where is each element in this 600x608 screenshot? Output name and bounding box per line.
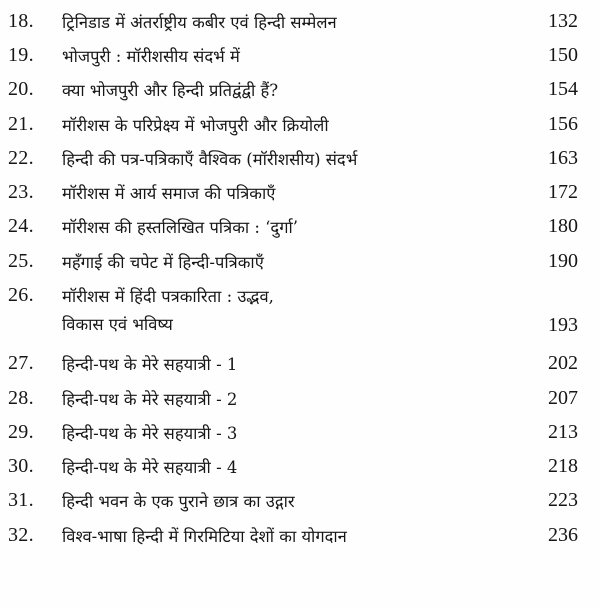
entry-title: भोजपुरी : मॉरीशसीय संदर्भ में xyxy=(62,47,240,66)
toc-entry xyxy=(0,109,600,141)
entry-number: 21. xyxy=(8,113,34,135)
entry-page-number: 172 xyxy=(548,181,578,203)
toc-entry xyxy=(0,74,600,106)
toc-entry xyxy=(0,520,600,552)
entry-number: 23. xyxy=(8,181,34,203)
entry-title: हिन्दी भवन के एक पुराने छात्र का उद्गार xyxy=(62,492,295,511)
entry-number: 32. xyxy=(8,524,34,546)
toc-entry xyxy=(0,383,600,415)
toc-entry xyxy=(0,143,600,175)
entry-number: 22. xyxy=(8,147,34,169)
entry-title: मॉरीशस में हिंदी पत्रकारिता : उद्भव, xyxy=(62,287,274,306)
entry-page-number: 150 xyxy=(548,44,578,66)
entry-title: हिन्दी-पथ के मेरे सहयात्री - 3 xyxy=(62,424,238,443)
entry-page-number: 236 xyxy=(548,524,578,546)
entry-title: ट्रिनिडाड में अंतर्राष्ट्रीय कबीर एवं हिन्दी सम्मेलन xyxy=(62,13,337,32)
entry-page-number: 154 xyxy=(548,78,578,100)
entry-number: 29. xyxy=(8,421,34,443)
entry-page-number: 207 xyxy=(548,387,578,409)
entry-title: मॉरीशस में आर्य समाज की पत्रिकाएँ xyxy=(62,184,276,203)
entry-title: हिन्दी-पथ के मेरे सहयात्री - 2 xyxy=(62,390,238,409)
entry-number: 26. xyxy=(8,284,34,306)
entry-title: हिन्दी की पत्र-पत्रिकाएँ वैश्विक (मॉरीशसीय) संदर्भ xyxy=(62,150,358,169)
entry-title: महँगाई की चपेट में हिन्दी-पत्रिकाएँ xyxy=(62,253,264,272)
entry-title: क्या भोजपुरी और हिन्दी प्रतिद्वंद्वी हैं? xyxy=(62,81,279,100)
entry-page-number: 218 xyxy=(548,455,578,477)
toc-entry xyxy=(0,211,600,243)
toc-entry xyxy=(0,40,600,72)
toc-entry xyxy=(0,485,600,517)
entry-page-number: 202 xyxy=(548,352,578,374)
entry-page-number: 190 xyxy=(548,250,578,272)
entry-number: 31. xyxy=(8,489,34,511)
toc-entry xyxy=(0,6,600,38)
toc-entry xyxy=(0,348,600,380)
entry-number: 20. xyxy=(8,78,34,100)
entry-title: हिन्दी-पथ के मेरे सहयात्री - 4 xyxy=(62,458,238,477)
entry-number: 25. xyxy=(8,250,34,272)
entry-number: 30. xyxy=(8,455,34,477)
entry-number: 18. xyxy=(8,10,34,32)
toc-entry xyxy=(0,280,600,344)
entry-page-number: 180 xyxy=(548,215,578,237)
entry-page-number: 213 xyxy=(548,421,578,443)
entry-page-number: 163 xyxy=(548,147,578,169)
entry-title: मॉरीशस के परिप्रेक्ष्य में भोजपुरी और क्रियोली xyxy=(62,116,329,135)
entry-title: विश्व-भाषा हिन्दी में गिरमिटिया देशों का योगदान xyxy=(62,527,347,546)
entry-number: 19. xyxy=(8,44,34,66)
toc-entry xyxy=(0,417,600,449)
entry-title: मॉरीशस की हस्तलिखित पत्रिका : ‘दुर्गा’ xyxy=(62,218,298,237)
entry-page-number: 156 xyxy=(548,113,578,135)
entry-number: 27. xyxy=(8,352,34,374)
toc-entry xyxy=(0,451,600,483)
entry-page-number: 193 xyxy=(548,314,578,336)
entry-page-number: 223 xyxy=(548,489,578,511)
toc-entry xyxy=(0,177,600,209)
entry-title: हिन्दी-पथ के मेरे सहयात्री - 1 xyxy=(62,355,238,374)
entry-number: 28. xyxy=(8,387,34,409)
entry-title-continuation: विकास एवं भविष्य xyxy=(62,315,173,334)
entry-number: 24. xyxy=(8,215,34,237)
toc-entry xyxy=(0,246,600,278)
entry-page-number: 132 xyxy=(548,10,578,32)
